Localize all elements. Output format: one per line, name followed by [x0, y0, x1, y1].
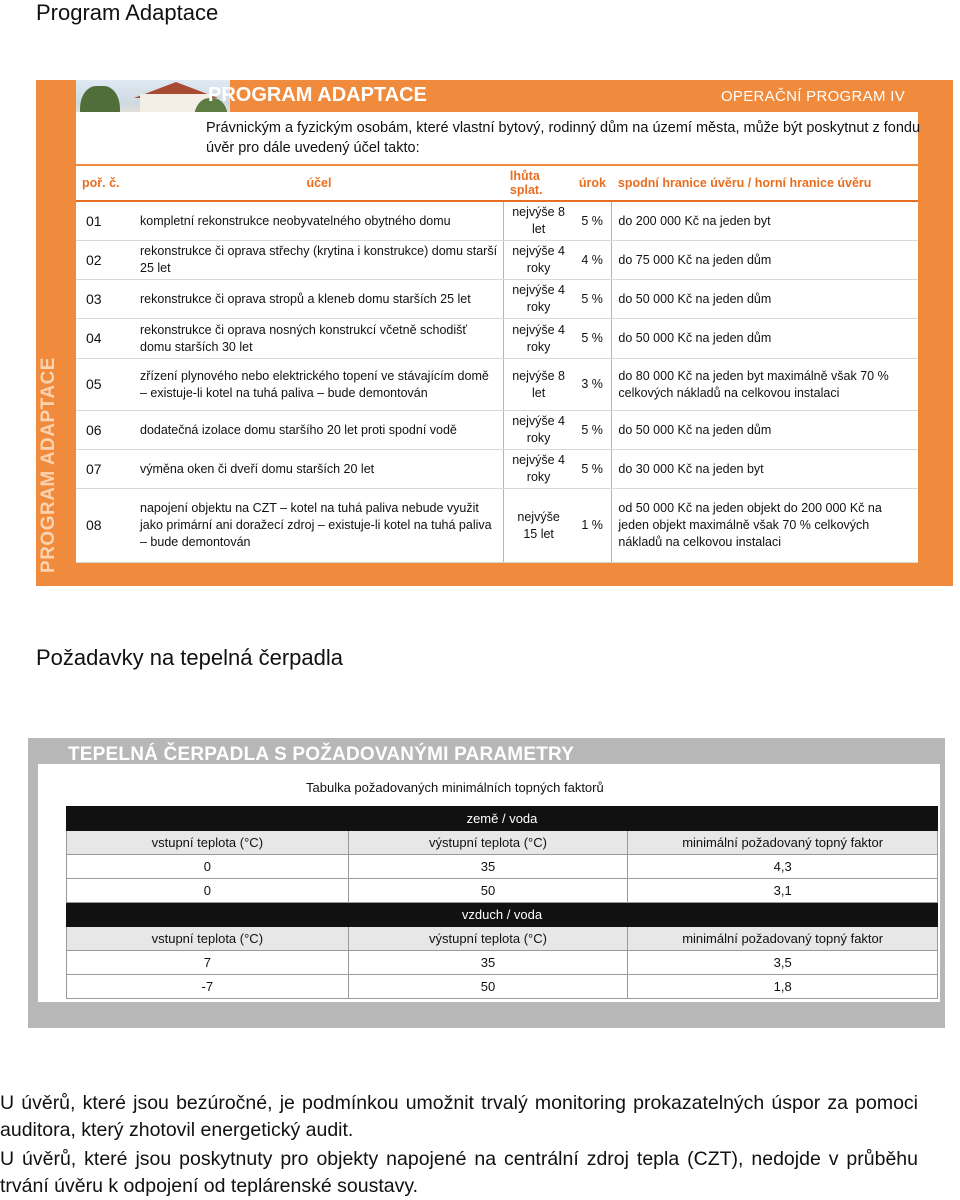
heat-pump-table [66, 806, 938, 999]
heading-program-adaptace: Program Adaptace [36, 0, 219, 25]
operational-program-label: OPERAČNÍ PROGRAM IV [720, 88, 905, 105]
hp-data-cell: 3,1 [628, 879, 938, 903]
loan-row-rate: 1 % [573, 489, 612, 563]
paragraph-monitoring: U úvěrů, které jsou bezúročné, je podmínkou umožnit trvalý monitoring prokazatelných úspor za pomoci auditora, který zhotovil energetický audit. [0, 1092, 918, 1141]
hp-header-cell: minimální požadovaný topný faktor [628, 831, 938, 855]
heat-pump-title: TEPELNÁ ČERPADLA S POŽADOVANÝMI PARAMETRY [68, 744, 575, 765]
loan-row-purpose: zřízení plynového nebo elektrického topení ve stávajícím domě – existuje-li kotel na tuhá paliva – bude demontován [134, 359, 504, 411]
heat-pump-subtitle: Tabulka požadovaných minimálních topných faktorů [306, 780, 604, 795]
loan-row-term: nejvýše 8 let [504, 359, 573, 411]
hp-data-row [67, 951, 938, 975]
loan-row-rate: 4 % [573, 241, 612, 280]
hp-header-cell: vstupní teplota (°C) [67, 927, 349, 951]
hp-data-cell: 3,5 [628, 951, 938, 975]
loan-row-limit: do 80 000 Kč na jeden byt maximálně však 70 % celkových nákladů na celkovou instalaci [612, 359, 918, 411]
loan-table-header [76, 166, 918, 201]
loan-row-limit: do 50 000 Kč na jeden dům [612, 319, 918, 359]
loan-row-limit: do 200 000 Kč na jeden byt [612, 201, 918, 241]
loan-row-term: nejvýše 4 roky [504, 450, 573, 489]
hp-data-cell: 50 [348, 975, 628, 999]
hp-header-row [67, 831, 938, 855]
hp-header-cell: minimální požadovaný topný faktor [628, 927, 938, 951]
loan-row-purpose: rekonstrukce či oprava nosných konstrukcí včetně schodišť domu starších 30 let [134, 319, 504, 359]
hp-header-cell: vstupní teplota (°C) [67, 831, 349, 855]
loan-row-purpose: napojení objektu na CZT – kotel na tuhá paliva nebude využit jako primární ani doražecí zdroj – existuje-li kotel na tuhá paliva – bude demontován [134, 489, 504, 563]
col-header-no: poř. č. [76, 166, 134, 201]
loan-row-rate: 5 % [573, 201, 612, 241]
hp-data-cell: 0 [67, 879, 349, 903]
loan-row-number: 01 [76, 201, 134, 241]
loan-row-rate: 5 % [573, 280, 612, 319]
loan-row [76, 450, 918, 489]
loan-row-limit: od 50 000 Kč na jeden objekt do 200 000 Kč na jeden objekt maximálně však 70 % celkových nákladů na celkovou instalaci [612, 489, 918, 563]
hp-data-cell: 1,8 [628, 975, 938, 999]
hp-section-band [67, 903, 938, 927]
loan-row-rate: 3 % [573, 359, 612, 411]
loan-row-term: nejvýše 15 let [504, 489, 573, 563]
loan-row [76, 489, 918, 563]
hp-header-cell: výstupní teplota (°C) [348, 927, 628, 951]
hp-header-row [67, 927, 938, 951]
hp-section-name: vzduch / voda [67, 903, 938, 927]
loan-row-number: 04 [76, 319, 134, 359]
loan-row-number: 02 [76, 241, 134, 280]
heading-heat-pumps: Požadavky na tepelná čerpadla [36, 645, 343, 670]
loan-row-limit: do 75 000 Kč na jeden dům [612, 241, 918, 280]
loan-row-rate: 5 % [573, 319, 612, 359]
loan-row-term: nejvýše 4 roky [504, 241, 573, 280]
loan-row-purpose: výměna oken či dveří domu starších 20 let [134, 450, 504, 489]
loan-row-term: nejvýše 4 roky [504, 411, 573, 450]
loan-row-limit: do 30 000 Kč na jeden byt [612, 450, 918, 489]
hp-data-cell: 0 [67, 855, 349, 879]
loan-row-rate: 5 % [573, 450, 612, 489]
hp-section-name: země / voda [67, 807, 938, 831]
loan-table [76, 166, 918, 563]
hp-data-row [67, 879, 938, 903]
hp-data-cell: 50 [348, 879, 628, 903]
heat-pump-panel [28, 738, 945, 1028]
col-header-limit: spodní hranice úvěru / horní hranice úvěru [612, 166, 918, 201]
hp-data-row [67, 975, 938, 999]
col-header-purpose: účel [134, 166, 504, 201]
loan-row-purpose: rekonstrukce či oprava střechy (krytina i konstrukce) domu starší 25 let [134, 241, 504, 280]
loan-row-term: nejvýše 8 let [504, 201, 573, 241]
col-header-term: lhůta splat. [504, 166, 573, 201]
loan-row [76, 319, 918, 359]
loan-row-number: 03 [76, 280, 134, 319]
col-header-rate: úrok [573, 166, 612, 201]
hp-data-cell: 35 [348, 855, 628, 879]
loan-row [76, 280, 918, 319]
hp-data-cell: 7 [67, 951, 349, 975]
vertical-title: PROGRAM ADAPTACE [38, 357, 59, 573]
hp-data-cell: 35 [348, 951, 628, 975]
paragraph-czt: U úvěrů, které jsou poskytnuty pro objekty napojené na centrální zdroj tepla (CZT), nedojde v průběhu trvání úvěru k odpojení od teplárenské soustavy. [0, 1148, 918, 1197]
hp-data-row [67, 855, 938, 879]
loan-row-purpose: kompletní rekonstrukce neobyvatelného obytného domu [134, 201, 504, 241]
panel-title: PROGRAM ADAPTACE [208, 84, 427, 106]
loan-row [76, 201, 918, 241]
hp-data-cell: 4,3 [628, 855, 938, 879]
program-adaptace-panel [36, 80, 953, 586]
loan-row-rate: 5 % [573, 411, 612, 450]
loan-row-number: 08 [76, 489, 134, 563]
loan-row [76, 241, 918, 280]
loan-row-number: 05 [76, 359, 134, 411]
loan-row-limit: do 50 000 Kč na jeden dům [612, 411, 918, 450]
loan-row [76, 411, 918, 450]
intro-text: Právnickým a fyzickým osobám, které vlastní bytový, rodinný dům na území města, může být poskytnut z fondu úvěr pro dále uvedený účel takto: [206, 120, 921, 156]
loan-row-term: nejvýše 4 roky [504, 280, 573, 319]
loan-row-number: 06 [76, 411, 134, 450]
loan-row-term: nejvýše 4 roky [504, 319, 573, 359]
hp-data-cell: -7 [67, 975, 349, 999]
loan-row-limit: do 50 000 Kč na jeden dům [612, 280, 918, 319]
hp-header-cell: výstupní teplota (°C) [348, 831, 628, 855]
loan-row-purpose: dodatečná izolace domu staršího 20 let proti spodní vodě [134, 411, 504, 450]
loan-row [76, 359, 918, 411]
hp-section-band [67, 807, 938, 831]
loan-row-number: 07 [76, 450, 134, 489]
loan-row-purpose: rekonstrukce či oprava stropů a kleneb domu starších 25 let [134, 280, 504, 319]
